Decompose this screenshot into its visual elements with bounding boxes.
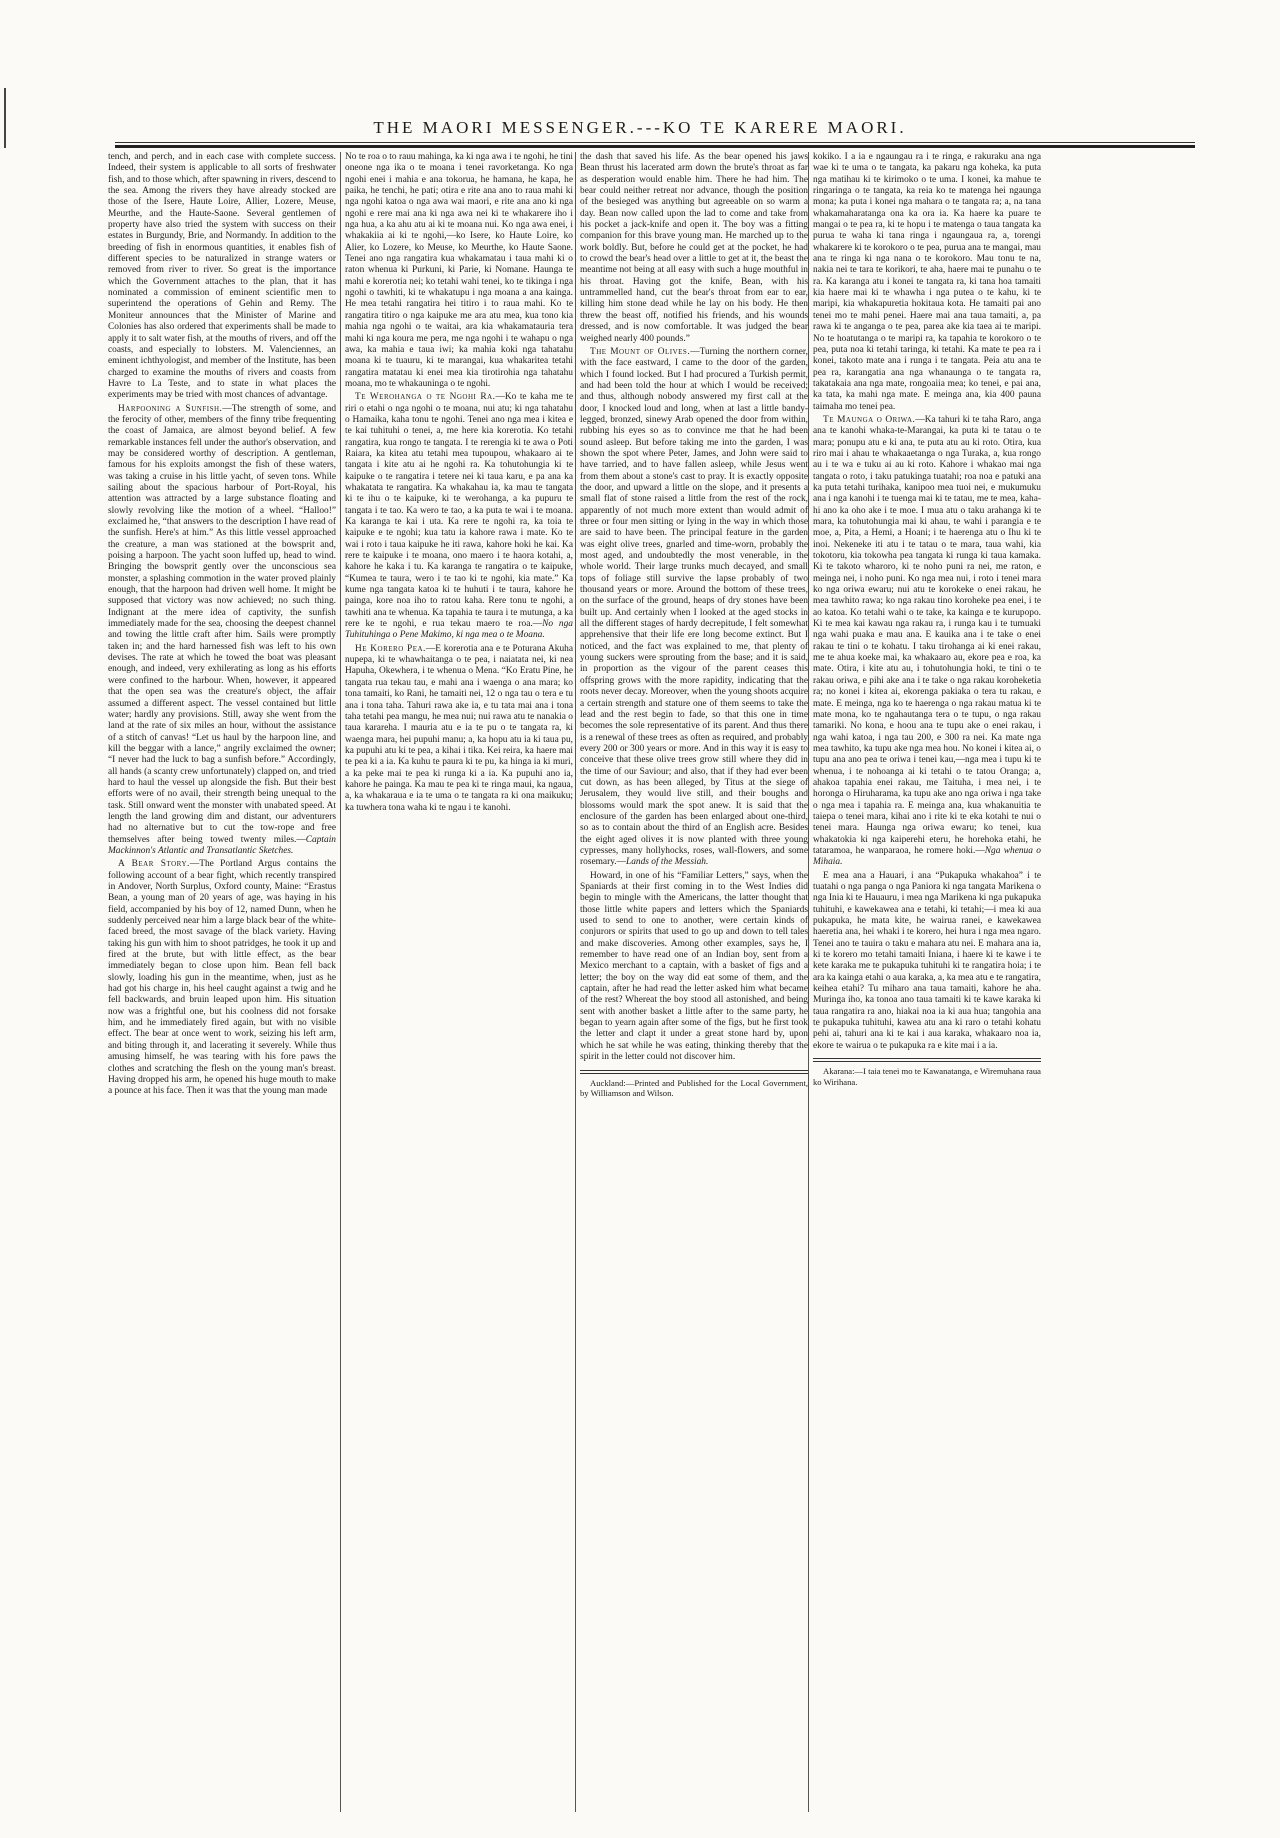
heading-dash: — [690, 346, 700, 357]
column-divider [340, 152, 341, 1812]
article-paragraph: Howard, in one of his “Familiar Letters,” says, when the Spaniards at their first coming in to the West Indies did begin to mingle with the Americans, the latter thought that those little white papers and letters which the Spaniards used to send to one to another, were certain kinds of conjurors or spirits that used to go up and down to tell tales and make discoveries. Among other examples, says he, I remember to have read one of an Indian boy, sent from a Mexico merchant to a captain, with a basket of figs and a letter; the boy on the way did eat some of them, and the captain, after he had read the letter asked him what became of the rest? Whereat the boy stood all astonished, and being sent with another basket a little after to the same party, he began to yearn again after some of the figs, but he first took the letter and clapt it under a great stone hard by, upon which he sat while he was eating, thinking thereby that the spirit in the letter could not discover him. [580, 870, 808, 1063]
article-paragraph: kokiko. I a ia e ngaungau ra i te ringa, e rakuraku ana nga wae ki te uma o te tangata, ka pakaru nga koheka, ka puta nga matihau ki te kirimoko o te uma. I konei, ka mahue te ringaringa o te tangata, ka reia ko te matenga hei ngaunga mona; ka puta i konei nga mahara o te tangata ra; a, na tana whakamaharatanga ona ka ora ia. Ka haere ka puare te mangai o te pea ra, ki te hopu i te matenga o taua tangata ka purua te waha ki tana ringa i ngaungaua ra, a, torengi whakarere ki te korokoro o te pea, purua ana te mangai, mau ana te ringa ki nga nana o te korokoro. Mau tonu te na, nakia nei te tara te korikori, te aha, haere mai te punahu o te ra. Ka karanga atu i konei te tangata ra, ki tana hoa tamaiti kia haere mai ki te whawha i nga putea o te kahu, ki te maripi, kia whakapuretia hokitaua kota. He tamaiti pai ano tenei mo te mahi penei. Haere mai ana taua tamaiti, a, pa rawa ki te anganga o te pea, parea ake kia taea ai te maripi. No te hoatutanga o te maripi ra, ka tapahia te korokoro o te pea, puta noa ki tetahi taringa, ki tetahi. Ka mate te pea ra i konei, takoto mate ana i runga i te tangata. Peia atu ana te pea ra, karangatia ana nga whanaunga o te tangata ra, takatakaia ana nga mate, rongoaiia mea; ko tenei, e pai ana, ka tata, ka mahi nga mate. E meinga ana, kia 400 pauna taimaha mo tenei pea. [813, 152, 1041, 412]
article-paragraph: Te Werohanga o te Ngohi Ra.—Ko te kaha me te riri o etahi o nga ngohi o te moana, nui atu; ki nga tahatahu o Hamaika, kaha tonu te ngohi. Tenei ano nga mea i kitea e te kai tuhituhi o tenei, a, me here kia korerotia. Ko tetahi rangatira, kua rongo te tangata. I te rerengia ki te awa o Poti Raiara, ka kitea atu tetahi mea tupoupou, whakaaro ai te tangata i kite atu ai he ngohi ra. Ka tohutohungia ki te kaipuke o te rangatira i tetere nei ki taua karu, e pa ana ka whakatata te rangatira. Ka whakahau ia, ka mau te tangata ki te ihu o te kaipuke, ki te werohanga, a ka pupuru te tangata i te tao. Ka wero te tao, a ka puta te wai i te moana. Ka karanga te kai i uta. Ka rere te ngohi ra, ka toia te kaipuke e te ngohi; kua tatu ia kahore rawa i mate. Ko te wai i roto i taua kaipuke he iti rawa, kahore hoki he kai. Ka rere te kaipuke i te moana, ono maero i te haora kotahi, a, kahore he kaka i tu. Ka karanga te rangatira o te kaipuke, “Kumea te taura, wero i te tao ki te ngohi, kia mate.” Ka kume nga tangata katoa ki te huhuti i te taura, kahore he painga, kore noa iho to ratou kaha. Rere tonu te ngohi, a tawhiti ana te whenua. Ka tapahia te taura i te mutunga, a ka rere ke te ngohi, e rua tekau maero te roa.—No nga Tuhituhinga o Pene Makimo, ki nga mea o te Moana. [345, 392, 573, 641]
heading-dash: — [189, 859, 200, 870]
column-english-1 [108, 152, 336, 1822]
heading-dash: — [495, 392, 505, 403]
heading-dash: — [296, 834, 306, 845]
imprint-maori: Akarana:—I taia tenei mo te Kawanatanga, e Wiremuhana raua ko Wirihana. [813, 1066, 1041, 1087]
imprint-english: Auckland:—Printed and Published for the Local Government, by Williamson and Wilson. [580, 1077, 808, 1098]
article-source: Nga whenua o Mihaia. [813, 845, 1041, 868]
article-heading: He Korero Pea. [355, 643, 426, 654]
article-paragraph: A Bear Story.—The Portland Argus contains the following account of a bear fight, which recently transpired in Andover, North Surplus, Oxford county, Maine: “Erastus Bean, a young man of 20 years of age, was haying in his field, accompanied by his boy of 12, named Dunn, when he suddenly perceived near him a large black bear of the white-faced breed, the most savage of the black variety. Having taking his gun with him to shoot patridges, he took it up and fired at the brute, but with little effect, as the bear immediately began to close upon him. Bean fell back slowly, loading his gun in the meantime, when, just as he had got his charge in, his heel caught against a twig and he fell backwards, and bruin leaped upon him. His situation now was a frightful one, but his coolness did not forsake him, and he immediately fired again, but with no visible effect. The bear at once went to work, seizing his left arm, and biting through it, and lacerating it severely. While thus amusing himself, he was tearing with his fore paws the clothes and scratching the flesh on the young man's breast. Having dropped his arm, he opened his huge mouth to make a pounce at his face. Then it was that the young man made [108, 859, 336, 1097]
article-paragraph: The Mount of Olives.—Turning the northern corner, with the face eastward, I came to the door of the garden, which I found locked. But I had procured a Turkish permit, and had been told the hour at which I would be received; and thus, although nobody answered my first call at the door, I knocked loud and long, when at last a little bandy-legged, bronzed, sinewy Arab opened the door from within, rubbing his eyes so as to convince me that he had been sound asleep. But before taking me into the garden, I was shown the spot where Peter, James, and John were said to have tarried, and to have fallen asleep, while Jesus went from them about a stone's cast to pray. It is exactly opposite the door, and upward a little on the slope, and it presents a small flat of stone raised a little from the rest of the rock, apparently of not much more extent than would admit of three or four men sitting or lying in the way in which those are said to have been. The principal feature in the garden was eight olive trees, gnarled and time-worn, probably the most aged, and undoubtedly the most venerable, in the whole world. Their large trunks much decayed, and small tops of foliage still survive the lapse probably of two thousand years or more. Around the bottom of these trees, on the surface of the ground, heaps of dry stones have been built up. And certainly when I looked at the aged stocks in all the different stages of hardy decrepitude, I felt somewhat apprehensive that their life ere long become extinct. But I noticed, and the fact was explained to me, that plenty of young suckers were sprouting from the base; and it is said, in proportion as the vigour of the parent ceases this offspring grows with the more rapidity, indicating that the roots never decay. Moreover, when the young shoots acquire a certain strength and stature one of them seems to take the lead and the rest begin to fade, so that this one in time becomes the sole representative of its parent. And thus there is a renewal of these trees as often as required, and probably every 200 or 300 years or more. And in this way it is easy to conceive that these olive trees grow still where they did in the time of our Saviour; and also, that if they had ever been cut down, as has been alleged, by Titus at the siege of Jerusalem, they would live still, and their boughs and blossoms would mark the spot anew. It is said that the enclosure of the garden has been enlarged about one-third, so as to contain about the third of an English acre. Besides the eight aged olives it is now planted with three young cypresses, many hollyhocks, roses, wall-flowers, and some rosemary.—Lands of the Messiah. [580, 346, 808, 868]
page-masthead: THE MAORI MESSENGER.---KO TE KARERE MAORI. [373, 118, 907, 137]
article-source: No nga Tuhituhinga o Pene Makimo, ki nga mea o te Moana. [345, 619, 573, 641]
heading-dash: — [616, 857, 626, 868]
article-paragraph: the dash that saved his life. As the bear opened his jaws Bean thrust his lacerated arm down the brute's throat as far as desperation would enable him. There he had him. The bear could neither retreat nor advance, though the position of the besieged was anything but agreeable on so warm a day. Bean now called upon the lad to come and take from his pocket a jack-knife and open it. The boy was a fitting companion for this brave young man. He marched up to the work boldly. But, before he could get at the pocket, he had to crowd the bear's head over a little to get at it, the beast the meantime not being at all easy with such a huge mouthful in his throat. Having got the knife, Bean, with his untrammelled hand, cut the bear's throat from ear to ear, killing him stone dead while he lay on his body. He then threw the beast off, notified his friends, and his wounds dressed, and is now comfortable. It was judged the bear weighed nearly 400 pounds.” [580, 152, 808, 344]
article-paragraph: No te roa o to rauu mahinga, ka ki nga awa i te ngohi, he tini oneone nga ika o te moana i tenei ravorketanga. Ko nga ngohi enei i mahia e ana tokorua, he hamana, he kapa, he paika, he tenchi, he pati; otira e rite ana ano to raua mahi ki nga ngohi katoa o nga awa wai maori, e rite ana ano ki nga ngohi e rere mai ana ki nga awa nei ki te whakarere iho i nga hua, a ka ahu atu ai ki te moana nui. Ko nga awa enei, i whakakiia ai ki te ngohi,—ko Isere, ko Haute Loire, ko Alier, ko Lozere, ko Meuse, ko Meurthe, ko Haute Saone. Tenei ano nga rangatira kua whakamatau i taua mahi ki o raton whenua ki Purkuni, ki Parie, ki Nomane. Haunga te mahi e korerotia nei; ko tetahi wahi tenei, ko te tikinga i nga ngohi o tawhiti, ki te whakatupu i nga moana a ana kainga. He mea tetahi rangatira hei titiro i to raua mahi. Ko te rangatira titiro o nga kaipuke me ara atu mea, kua tono kia mahia nga ngohi o te waitai, ara kia whakamatauria tera mahi ki nga koura me pera, me nga ngohi i te wahapu o nga awa, ka mahia e taua iwi; ka mahia koki nga tahatahu moana ki te tuauru, ki te marangai, kua whakaritea tetahi rangatira matatau ki enei mea kia tirotirohia nga tahatahu moana, mo te whakauninga o te ngohi. [345, 152, 573, 389]
article-paragraph: He Korero Pea.—E korerotia ana e te Poturana Akuha nupepa, ki te whawhaitanga o te pea, i naiatata nei, ki nea Hapuha, Okewhera, i te whenua o Mena. “Ko Eratu Pine, he tangata rua tekau tau, e mahi ana i waenga o ana mara; ko tona tamaiti, ko Rani, he tamaiti nei, 12 o nga tau o tera e tu ana i tona taha. Tahuri rawa ake ia, e tu tata mai ana i tona taha tetahi pea mangu, he mea nui; nui rawa atu te nanakia o taua karareha. I mauria atu e ia te pu o te tangata ra, ki waenga mara, hei pupuhi manu; a, ka hopu atu ia ki taua pu, ka pupuhi atu ki te pea, a kihai i tika. Kei reira, ka haere mai te pea ki a ia. Ka kuhu te paura ki te pu, ka hinga ia ki muri, a ka peke mai te pea ki runga ki a ia. Ka pupuhi ano ia, kahore he painga. Ka mau te pea ki te ringa maui, ka ngaua, a, ka whakaraua e ia te uma o te tangata ra ki ona maikuku; ka tuwhera tona waha ki te ngau i te kanohi. [345, 643, 573, 813]
imprint-rule [580, 1070, 808, 1074]
column-maori-1 [345, 152, 573, 1822]
column-english-2 [580, 152, 808, 1822]
article-source: Captain Mackinnon's Atlantic and Transatlantic Sketches. [108, 834, 336, 856]
imprint-rule [813, 1058, 1041, 1062]
article-paragraph: Harpooning a Sunfish.—The strength of some, and the ferocity of other, members of the finny tribe frequenting the coast of Jamaica, are almost beyond belief. A few remarkable instances fell under the author's observation, and may be considered worthy of description. A gentleman, famous for his exploits amongst the fish of these waters, was taking a cruise in his little yacht, of seven tons. While sailing about the spacious harbour of Port-Royal, his attention was attracted by a large substance floating and slowly revolving like the motion of a wheel. “Halloo!” exclaimed he, “that answers to the description I have read of the sunfish. Here's at him.” As this little vessel approached the creature, a man was stationed at the bowsprit and, poising a harpoon. The yacht soon luffed up, head to wind. Bringing the bowsprit gently over the unconscious sea monster, a splashing commotion in the water proved plainly enough, that the harpoon had driven well home. It might be supposed that victory was now achieved; no such thing. Indignant at the mere idea of captivity, the sunfish immediately made for the sea, choosing the deepest channel and towing the little craft after him. Sails were promptly taken in; and the hard harnessed fish was left to his own devises. The rate at which he towed the boat was pleasant enough, and indeed, very exhilerating as long as his efforts were confined to the harbour. When, however, it appeared that the open sea was the creature's object, the affair assumed a different aspect. The vessel contained but little water; hardly any provisions. Still, away she went from the land at the rate of six miles an hour, without the assistance of a stitch of canvas! “Let us haul by the harpoon line, and kill the beggar with a lance,” angrily exclaimed the owner; “I never had the luck to bag a sunfish before.” Accordingly, all hands (a scanty crew unfortunately) clapped on, and tried hard to haul the vessel up alongside the fish. But their best efforts were of no avail, their strength being unequal to the task. Still onward went the monster with unabated speed. At length the land growing dim and distant, our adventurers had no alternative but to cut the tow-rope and free themselves after being towed twenty miles.—Captain Mackinnon's Atlantic and Transatlantic Sketches. [108, 403, 336, 856]
heading-dash: — [425, 643, 436, 654]
article-heading: The Mount of Olives. [590, 346, 691, 357]
heading-dash: — [975, 845, 985, 856]
column-divider [575, 152, 576, 1812]
heading-dash: — [915, 414, 925, 425]
masthead-rule [115, 142, 1195, 148]
article-paragraph: tench, and perch, and in each case with complete success. Indeed, their system is applicable to all sorts of freshwater fish, and to those which, after spawning in rivers, descend to the sea. Among the rivers they have already stocked are those of the Isere, Haute Loire, Allier, Lozere, Meuse, Meurthe, and the Haute-Saone. Several gentlemen of property have also tried the system with success on their estates in Burgundy, Brie, and Normandy. In addition to the breeding of fish in enormous quantities, it enables fish of different species to be naturalized in strange waters or removed from river to river. So great is the importance which the Government attaches to the plan, that it has nominated a commission of eminent scientific men to superintend the operations of Gehin and Remy. The Moniteur announces that the Minister of Marine and Colonies has also ordered that experiments shall be made to apply it to salt water fish, at the mouths of rivers, and off the coasts, and especially to lobsters. M. Valenciennes, an eminent ichthyologist, and member of the Institute, has been charged to examine the mouths of rivers and coasts from Havre to La Teste, and to state in what places the experiments may be tried with most chances of advantage. [108, 152, 336, 401]
column-divider [808, 152, 809, 1812]
heading-dash: — [532, 619, 543, 630]
article-heading: Te Werohanga o te Ngohi Ra. [355, 392, 496, 403]
column-maori-2 [813, 152, 1041, 1822]
article-paragraph: E mea ana a Hauari, i ana “Pukapuka whakahoa” i te tuatahi o nga panga o nga Paniora ki nga tangata Marikena o nga Inia ki te Hauauru, i mea nga Marikena ki nga pukapuka tuhituhi, e kawekawea ana e tetahi, ki tetahi;—i mea ki aua pukapuka, he mata kite, he wairua ranei, e kawekawea haeretia ana, hei whaki i te korero, hei hura i nga mea ngaro. Tenei ano te tauira o taku e mahara atu nei. E mahara ana ia, ki te korero mo tetahi tamaiti Iniana, i haere ki te kawe i te kete karaka me te pukapuka tuhituhi ki te rangatira hoia; i te ara ka kainga etahi o aua karaka, a, ka mea atu e te rangatira, keihea etahi? Tu miharo ana taua tamaiti, kahore he aha. Muringa iho, ka tonoa ano taua tamaiti ki te kawe karaka ki taua rangatira ra ano, hiakai noa ia ki aua hua; tangohia ana te pukapuka tuhituhi, kawea atu ana ki raro o tetahi kohatu pehi ai, tahuri ana ki te kai i aua karaka, whakaaro noa ia, ekore te wairua o te pukapuka ra e kite mai i a ia. [813, 870, 1041, 1051]
article-heading: Harpooning a Sunfish. [118, 403, 223, 414]
article-heading: A Bear Story. [118, 859, 190, 870]
left-margin-mark [4, 88, 6, 148]
article-source: Lands of the Messiah. [626, 857, 709, 868]
article-paragraph: Te Maunga o Oriwa.—Ka tahuri ki te taha Raro, anga ana te kanohi whaka-te-Marangai, ka puta ki te tatau o te mara; ponupu atu e ki ana, te puta atu au ki roto. Otira, kua riro mai i ahau te whakaaetanga o nga Turaka, a, kua rongo au i te wa e tuku ai au ki roto. Kahore i whakao mai nga tangata o roto, i taku patukinga tuatahi; roa noa e patuki ana ka puta tetahi turihaka, kanipoo mea tuoi nei, e mukumuku ana i nga kanohi i te tuenga mai ki te tatau, me te mea, kaha-hi ano ka oho ake i te moe. I mua atu o taku arahanga ki te mara, ka tohutohungia mai ki ahau, te wahi i parangia e te moe, a, Pita, a Hemi, a Hoani; i te haerenga atu o Ihu ki te inoi. Nekeneke iti atu i te tatau o te mara, taua wahi, kia tokotoru, kia tokowha pea tangata ki runga ki taua kamaka. Ki te takoto wharoro, ki te noho puni ra nei, me raton, e meinga nei, i noho puni. Ko nga mea nui, i roto i tenei mara ko nga oriwa ewaru; nui atu te korokeke o enei rakau, he mea tawhito rawa; ko nga rakau tino koroheke pea enei, i te ao katoa. Ko tetahi wahi o te take, ka kainga e te kurupopo. Ki te mea kai kawau nga rakau ra, i runga kau i te tumuaki nga wahi puaka e mau ana. E kauika ana i te take o enei rakau te tini o te kohatu. I taku tirohanga ai ki enei rakau, me te ahua koeke mai, ka whakaaro au, ekore pea e roa, ka mate. Otira, i kite atu au, i tohutohungia hoki, te tini o te rakau oriwa, e pihi ake ana i te take o nga rakau koroheketia ra; no konei i kitea ai, ekorenga pakiaka o tera tu rakau, e mate. E meinga, nga ko te haerenga o nga rakau matua ki te mate mona, ko te ngahautanga tera o te tupu, o nga rakau tamariki. No kona, e hoou ana te tupu ake o enei rakau, i nga wahi katoa, i nga tau 200, e 300 ra nei. Ka mate nga mea tawhito, ka tupu ake nga mea hou. No konei i kitea ai, o tupu ana ano pea te oriwa i tenei kau,—nga mea i tupu ki te whenua, i te nohoanga ai ki tetahi o te tatou Oranga; a, ahakoa tapahia enei rakau, me Taituha, i mea nei, i te horonga o Hiruharama, ka tupu ake ano nga oriwa i nga take o nga mea i tapahia ra. E meinga ana, kua whakanuitia te taiepa o tenei mara, kihai ano i rite ki te eka kotahi te nui o tenei mara. Haunga nga oriwa ewaru; ko tenei, kua whakatokia ki nga kaiperehi eteru, he horehoka etahi, he tataramoa, he wanparaoa, he romere hoki.—Nga whenua o Mihaia. [813, 414, 1041, 868]
article-heading: Te Maunga o Oriwa. [823, 414, 916, 425]
heading-dash: — [222, 403, 232, 414]
